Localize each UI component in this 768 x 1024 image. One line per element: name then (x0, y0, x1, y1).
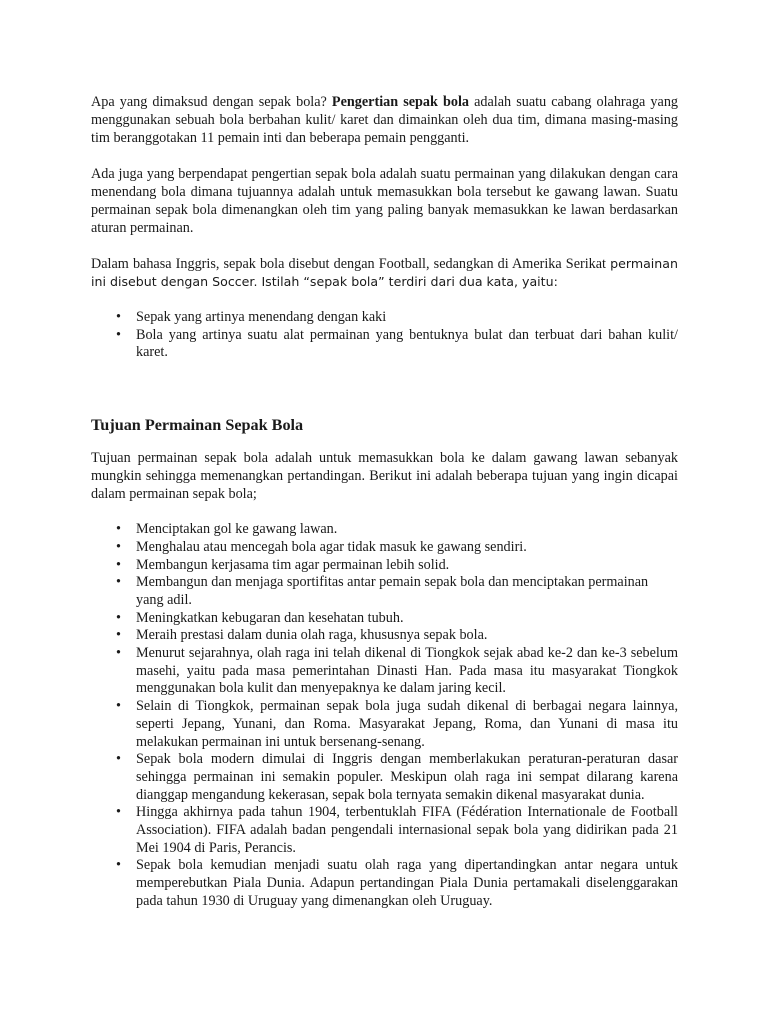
bullet-icon: • (116, 751, 121, 768)
bullet-icon: • (116, 326, 121, 343)
list-item (91, 557, 678, 575)
intro-rest: adalah suatu cabang olahraga yang menggunakan sebuah bola berbahan kulit/ karet dan dimainkan oleh dua tim, dimana masing-masing tim beranggotakan 11 pemain inti dan beberapa pemain pengganti. (91, 94, 679, 146)
bullet-icon: • (116, 645, 121, 662)
bullet-icon: • (116, 627, 121, 644)
bullet-icon: • (116, 574, 121, 591)
list-item-text: Sepak yang artinya menendang dengan kaki (136, 309, 387, 325)
bullet-icon: • (116, 538, 121, 555)
terminology-paragraph (91, 255, 678, 291)
goals-list (91, 521, 678, 910)
section-intro-paragraph: Tujuan permainan sepak bola adalah untuk memasukkan bola ke dalam gawang lawan sebanyak mungkin sehingga memenangkan pertandingan. Berikut ini adalah beberapa tujuan yang ingin dicapai dalam permainan sepak bola; (91, 450, 678, 503)
terminology-text-b: permainan ini disebut dengan Soccer. Istilah “sepak bola” terdiri dari dua kata, yaitu: (91, 256, 678, 289)
intro-term: Pengertian sepak bola (331, 94, 470, 110)
list-item-text: Meraih prestasi dalam dunia olah raga, khususnya sepak bola. (136, 627, 488, 644)
intro-question: Apa yang dimaksud dengan sepak bola? (91, 94, 332, 110)
terms-list (91, 309, 678, 362)
list-item-text: Bola yang artinya suatu alat permainan yang bentuknya bulat dan terbuat dari bahan kulit/ karet. (136, 326, 678, 361)
bullet-icon: • (116, 857, 121, 874)
bullet-icon: • (116, 521, 121, 538)
bullet-icon: • (116, 309, 121, 325)
list-item (91, 751, 678, 804)
list-item-text: Sepak bola kemudian menjadi suatu olah raga yang dipertandingkan antar negara untuk memperebutkan Piala Dunia. Adapun pertandingan Piala Dunia pertamakali diselenggarakan pada tahun 1930 di Uruguay yang dimenangkan oleh Uruguay. (136, 857, 678, 909)
bullet-icon: • (116, 804, 121, 821)
list-item (91, 521, 678, 539)
list-item (91, 857, 678, 910)
list-item-text: Menurut sejarahnya, olah raga ini telah dikenal di Tiongkok sejak abad ke-2 dan ke-3 sebelum masehi, yaitu pada masa pemerintahan Dinasti Han. Pada masa itu masyarakat Tiongkok menggunakan bola kulit dan menyepaknya ke dalam jaring kecil. (136, 645, 678, 697)
list-item-text: Menciptakan gol ke gawang lawan. (136, 521, 338, 538)
list-item (91, 804, 678, 857)
terminology-text-a: Dalam bahasa Inggris, sepak bola disebut dengan Football, sedangkan di Amerika Serikat (91, 256, 611, 272)
intro-paragraph (91, 93, 678, 147)
bullet-icon: • (116, 698, 121, 715)
list-item (91, 627, 678, 645)
list-item (91, 327, 678, 362)
list-item (91, 645, 678, 698)
list-item-text: Membangun kerjasama tim agar permainan lebih solid. (136, 556, 450, 573)
section-heading: Tujuan Permainan Sepak Bola (91, 416, 304, 435)
bullet-icon: • (116, 609, 121, 626)
list-item (91, 309, 678, 327)
list-item-text: Menghalau atau mencegah bola agar tidak masuk ke gawang sendiri. (136, 538, 527, 555)
list-item (91, 539, 678, 557)
list-item-text: Hingga akhirnya pada tahun 1904, terbentuklah FIFA (Fédération Internationale de Football Association). FIFA adalah badan pengendali internasional sepak bola yang didirikan pada 21 Mei 1904 di Paris, Perancis. (136, 804, 678, 856)
list-item-text: Sepak bola modern dimulai di Inggris dengan memberlakukan peraturan-peraturan dasar sehingga permainan ini semakin populer. Meskipun olah raga ini sempat dilarang karena dianggap mengandung kekerasan, sepak bola ternyata semakin dikenal masyarakat dunia. (136, 751, 678, 803)
list-item-text: Membangun dan menjaga sportifitas antar pemain sepak bola dan menciptakan permainan yang adil. (136, 574, 649, 608)
list-item-text: Meningkatkan kebugaran dan kesehatan tubuh. (136, 609, 404, 626)
list-item-text: Selain di Tiongkok, permainan sepak bola juga sudah dikenal di berbagai negara lainnya, seperti Jepang, Yunani, dan Roma. Masyarakat Jepang, Roma, dan Yunani di masa itu melakukan permainan ini untuk bersenang-senang. (136, 698, 678, 750)
bullet-icon: • (116, 556, 121, 573)
list-item (91, 574, 678, 609)
list-item (91, 610, 678, 628)
definition-paragraph: Ada juga yang berpendapat pengertian sepak bola adalah suatu permainan yang dilakukan dengan cara menendang bola dimana tujuannya adalah untuk memasukkan bola tersebut ke gawang lawan. Suatu permainan sepak bola dimenangkan oleh tim yang paling banyak memasukkan ke lawan berdasarkan aturan permainan. (91, 166, 678, 236)
list-item (91, 698, 678, 751)
